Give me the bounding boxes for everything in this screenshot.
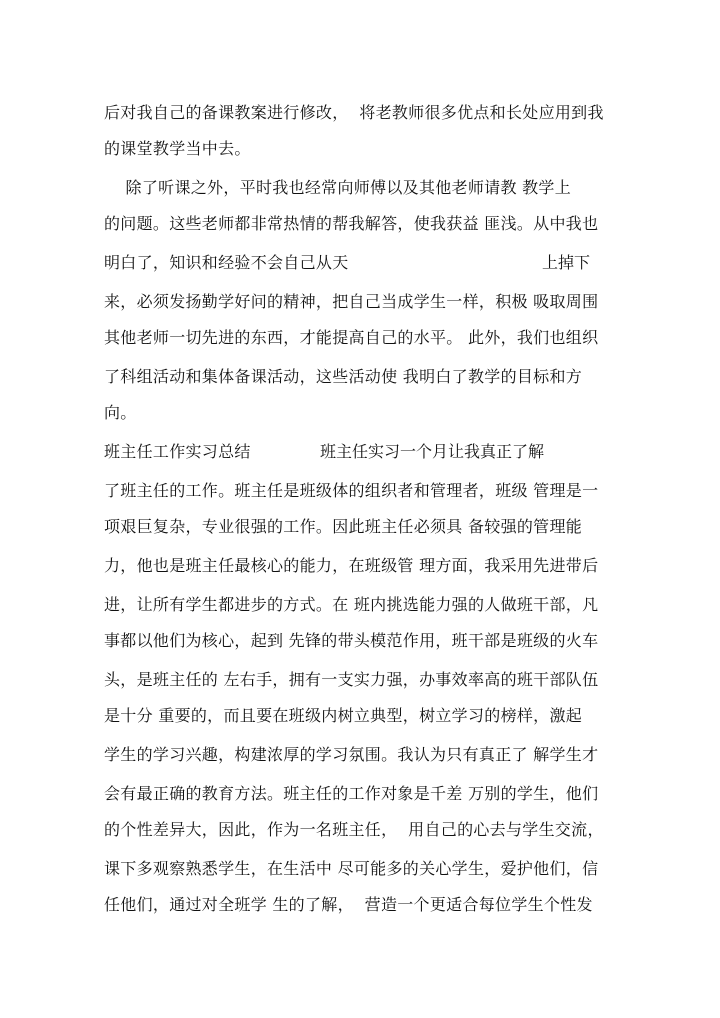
text-line-3: 除了听课之外，平时我也经常向师傅以及其他老师请教 教学上 [104, 178, 572, 197]
text-line-22: 任他们，通过对全班学 生的了解， 营造一个更适合每位学生个性发 [104, 895, 593, 914]
text-line-21: 课下多观察熟悉学生，在生活中 尽可能多的关心学生，爱护他们，信 [104, 859, 599, 878]
text-line-11: 了班主任的工作。班主任是班级体的组织者和管理者，班级 管理是一 [104, 481, 599, 500]
section-heading: 班主任工作实习总结 [104, 442, 251, 461]
text-line-10-right: 班主任实习一个月让我真正了解 [320, 442, 545, 461]
text-line-1: 后对我自己的备课教案进行修改， 将老教师很多优点和长处应用到我 [104, 103, 604, 122]
text-line-9: 向。 [104, 403, 137, 422]
text-line-16: 头，是班主任的 左右手，拥有一支实力强，办事效率高的班干部队伍 [104, 670, 599, 689]
text-line-18: 学生的学习兴趣，构建浓厚的学习氛围。我认为只有真正了 解学生才 [104, 745, 599, 764]
text-line-8: 了科组活动和集体备课活动，这些活动使 我明白了教学的目标和方 [104, 367, 583, 386]
text-line-17: 是十分 重要的，而且要在班级内树立典型，树立学习的榜样，激起 [104, 706, 583, 725]
text-line-20: 的个性差异大，因此，作为一名班主任， 用自己的心去与学生交流， [104, 820, 604, 839]
text-line-12: 项艰巨复杂，专业很强的工作。因此班主任必须具 备较强的管理能 [104, 517, 583, 536]
text-line-14: 进，让所有学生都进步的方式。在 班内挑选能力强的人做班干部，凡 [104, 595, 599, 614]
text-line-5-right: 上掉下 [542, 253, 591, 272]
text-line-5: 明白了，知识和经验不会自己从天 [104, 253, 349, 272]
text-line-2: 的课堂教学当中去。 [104, 139, 251, 158]
text-line-13: 力，他也是班主任最核心的能力，在班级管 理方面，我采用先进带后 [104, 556, 599, 575]
text-line-7: 其他老师一切先进的东西，才能提高自己的水平。 此外，我们也组织 [104, 328, 599, 347]
text-line-4: 的问题。这些老师都非常热情的帮我解答，使我获益 匪浅。从中我也 [104, 214, 599, 233]
text-line-19: 会有最正确的教育方法。班主任的工作对象是千差 万别的学生，他们 [104, 784, 599, 803]
text-line-6: 来，必须发扬勤学好问的精神，把自己当成学生一样，积极 吸取周围 [104, 292, 599, 311]
text-line-15: 事都以他们为核心，起到 先锋的带头模范作用，班干部是班级的火车 [104, 631, 599, 650]
